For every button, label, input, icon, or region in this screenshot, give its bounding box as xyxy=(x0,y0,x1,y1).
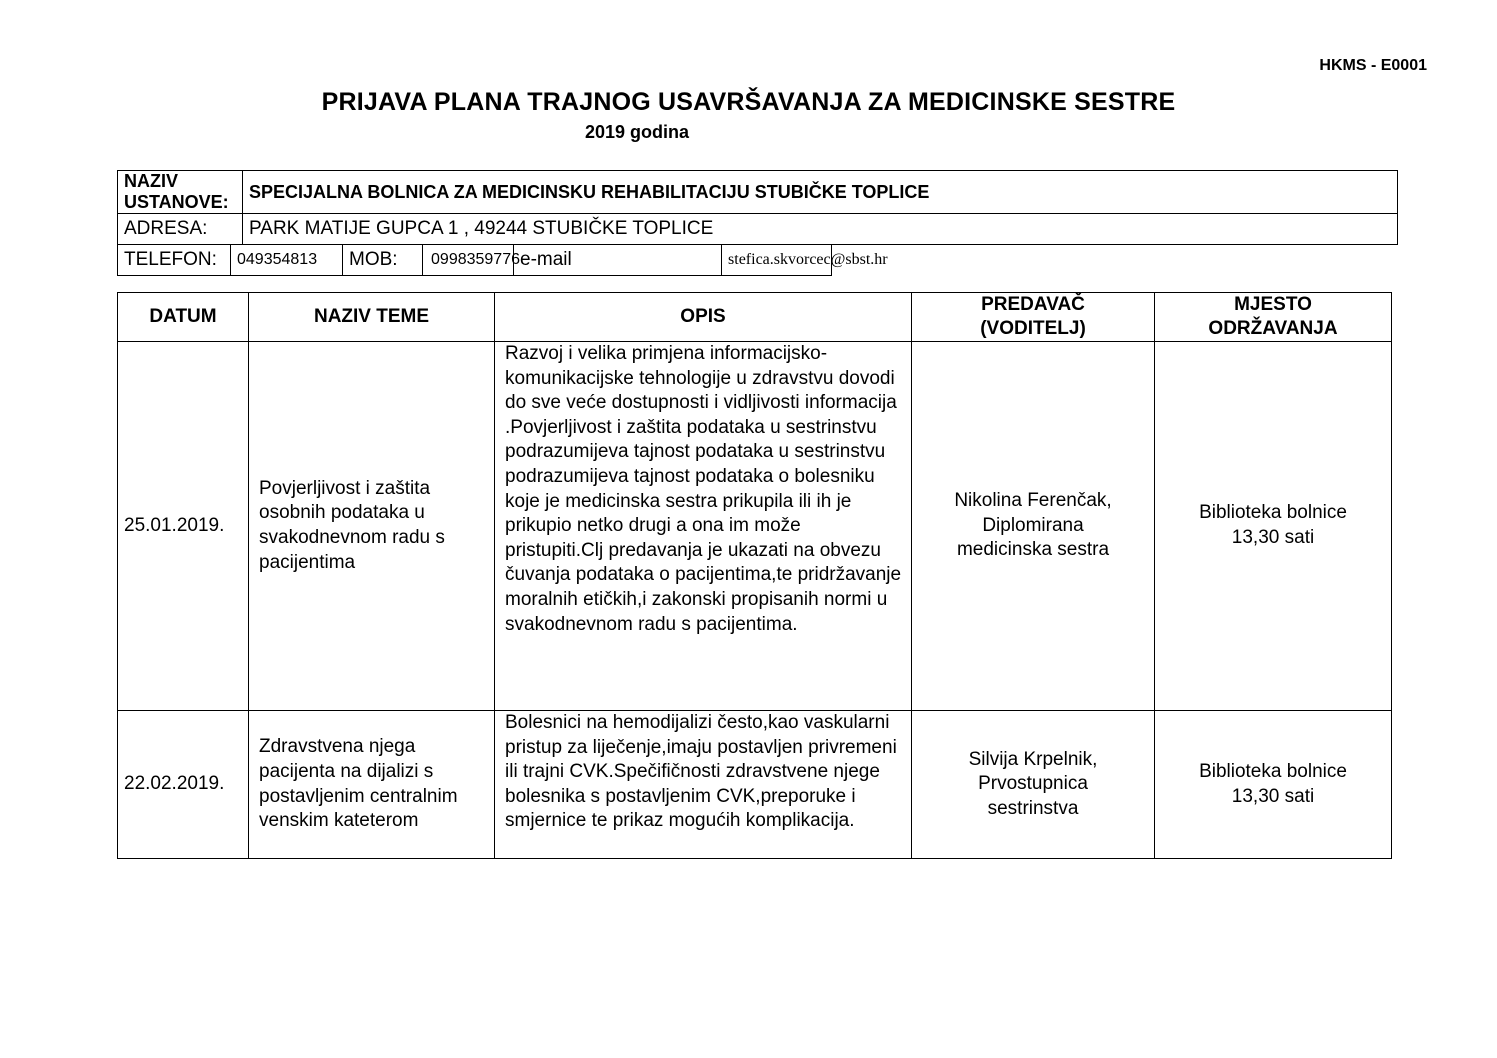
row-topic: Zdravstvena njega pacijenta na dijalizi s postavljenim centralnim venskim kateterom xyxy=(249,711,495,859)
header-predavac: PREDAVAČ (VODITELJ) xyxy=(912,293,1155,342)
row-date: 25.01.2019. xyxy=(118,342,249,711)
institution-name-value: SPECIJALNA BOLNICA ZA MEDICINSKU REHABILITACIJU STUBIČKE TOPLICE xyxy=(243,171,1398,214)
phone-label: TELEFON: xyxy=(118,245,231,276)
education-plan-table xyxy=(117,292,1392,859)
institution-info-table xyxy=(117,170,1398,276)
address-value: PARK MATIJE GUPCA 1 , 49244 STUBIČKE TOPLICE xyxy=(243,214,1398,245)
row-topic: Povjerljivost i zaštita osobnih podataka u svakodnevnom radu s pacijentima xyxy=(249,342,495,711)
row-date: 22.02.2019. xyxy=(118,711,249,859)
table-row xyxy=(118,711,1392,859)
email-label: e-mail xyxy=(514,245,722,276)
address-label: ADRESA: xyxy=(118,214,243,245)
row-description: Bolesnici na hemodijalizi često,kao vaskularni pristup za liječenje,imaju postavljen privremeni ili trajni CVK.Spečifičnosti zdravstvene njege bolesnika s postavljenim CVK,preporuke i smjernice te prikaz mogućih komplikacija. xyxy=(495,711,912,859)
row-location: Biblioteka bolnice 13,30 sati xyxy=(1155,711,1392,859)
form-code: HKMS - E0001 xyxy=(1319,57,1427,74)
row-lecturer: Nikolina Ferenčak, Diplomirana medicinska sestra xyxy=(912,342,1155,711)
header-datum: DATUM xyxy=(118,293,249,342)
row-lecturer: Silvija Krpelnik, Prvostupnica sestrinstva xyxy=(912,711,1155,859)
email-value: stefica.skvorcec@sbst.hr xyxy=(722,245,832,276)
address-row xyxy=(118,214,1398,245)
institution-name-row xyxy=(118,171,1398,214)
phone-value: 049354813 xyxy=(231,245,343,276)
table-row xyxy=(118,342,1392,711)
header-mjesto: MJESTO ODRŽAVANJA xyxy=(1155,293,1392,342)
mobile-label: MOB: xyxy=(343,245,423,276)
contact-row xyxy=(118,245,1398,276)
page-subtitle: 2019 godina xyxy=(585,122,690,142)
header-naziv-teme: NAZIV TEME xyxy=(249,293,495,342)
row-description: Razvoj i velika primjena informacijsko-komunikacijske tehnologije u zdravstvu dovodi do sve veće dostupnosti i vidljivosti informacija .Povjerljivost i zaštita podataka u sestrinstvu podrazumijeva tajnost podataka u sestrinstvu podrazumijeva tajnost podataka o bolesniku koje je medicinska sestra prikupila ili ih je prikupio netko drugi a ona im može pristupiti.Clj predavanja je ukazati na obvezu čuvanja podataka o pacijentima,te pridržavanje moralnih etičkih,i zakonski propisanih normi u svakodnevnom radu s pacijentima. xyxy=(495,342,912,711)
institution-name-label: NAZIV USTANOVE: xyxy=(118,171,243,214)
plan-header-row xyxy=(118,293,1392,342)
page-title: PRIJAVA PLANA TRAJNOG USAVRŠAVANJA ZA MEDICINSKE SESTRE xyxy=(321,88,1176,116)
row-location: Biblioteka bolnice 13,30 sati xyxy=(1155,342,1392,711)
header-opis: OPIS xyxy=(495,293,912,342)
mobile-value: 0998359776 xyxy=(423,245,514,276)
